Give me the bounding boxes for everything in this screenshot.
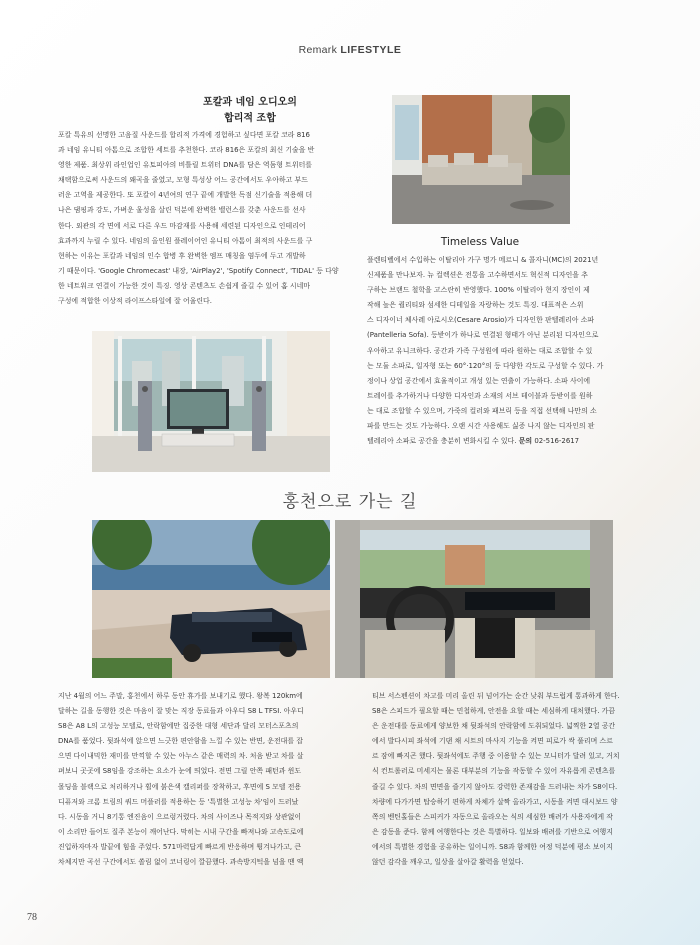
car-exterior-photo [92, 520, 330, 678]
body-line [58, 795, 348, 810]
body-line-text: 에서 발다시피 좌석에 기댄 채 시트의 마사지 기능을 켜면 피로가 싹 풀리며 스르 [372, 737, 613, 746]
body-line-text: 지난 4월의 어느 주말, 홍천에서 하루 동안 휴가를 보내기로 했다. 왕복 120km에 [58, 692, 303, 700]
sofa-interior-photo [392, 95, 570, 224]
body-line-text: 텔레리아 소파로 공간을 충분히 변화시킬 수 있다. [367, 437, 517, 446]
body-line [58, 689, 348, 704]
body-line-text: 포칼 특유의 선명한 고음질 사운드를 합리적 가격에 경험하고 싶다면 포칼 코라 816 [58, 131, 310, 139]
body-line [58, 825, 348, 840]
body-line [58, 719, 348, 734]
body-line [372, 749, 644, 764]
body-line [367, 374, 642, 389]
body-line [372, 795, 644, 810]
body-line [58, 749, 348, 764]
article3-title: 홍천으로 가는 길 [282, 492, 418, 512]
body-line-text: 식 컨트롤러로 미세지는 물론 대부분의 기능을 작동할 수 있어 자유롭게 콘텐츠를 [372, 767, 616, 776]
body-line-text: S8은 A8 L의 고성능 모델로, 안락함에만 집중한 대형 세단과 달리 모터스포츠의 [58, 722, 299, 731]
body-line-text: 작해 높은 퀄리티와 섬세한 디테일을 자랑하는 것도 특징. 대표적은 스위 [367, 301, 584, 310]
body-line [372, 764, 644, 779]
body-line [367, 268, 642, 283]
body-line-text: 않던 감각을 깨우고, 일상을 살아갈 활력을 얻었다. [372, 858, 524, 867]
article1-title [140, 95, 360, 127]
body-line [58, 158, 348, 173]
body-line [58, 704, 348, 719]
body-line [372, 825, 644, 840]
body-line [58, 810, 348, 825]
body-line-text: 으면 다이내믹한 재미를 만끽할 수 있는 아누스 같은 매력의 차. 처음 받고 차를 살 [58, 752, 304, 761]
body-line-text: 즐길 수 있다. 차의 면면을 즐기지 않아도 강력한 존재감을 드러내는 차가 S8이다. [372, 782, 618, 791]
body-line [367, 298, 642, 313]
body-line-text: 는 모듈 소파로, 일자형 또는 60°·120°의 등 다양한 각도로 구성할 수 있다. 가 [367, 361, 604, 370]
body-line-text: 펴보니 곳곳에 S8임을 강조하는 요소가 눈에 띄었다. 전면 그릴 안쪽 패턴과 윈도 [58, 767, 302, 776]
body-line [372, 840, 644, 855]
body-line [367, 359, 642, 374]
body-line-text: 쪽의 벤틴홀들은 스피커가 자동으로 올라오는 식의 세심한 배려가 사용자에게 작 [372, 812, 614, 821]
article3-body-right [372, 689, 644, 870]
body-line-text: 이 소리만 들어도 질주 본능이 깨어난다. 막히는 시내 구간을 빠져나와 고속도로에 [58, 827, 304, 836]
body-line-text: 채택함으로써 사운드의 왜곡을 줄였고, 모형 특성상 어느 공간에서도 우아하고 부드 [58, 176, 308, 185]
body-line-text: 티브 서스펜션이 차고를 미리 올린 뒤 넘어가는 순간 낮춰 부드럽게 통과하게 한다. [372, 692, 620, 700]
contact-number: 02-516-2617 [534, 437, 580, 446]
body-line [372, 734, 644, 749]
body-line [372, 704, 644, 719]
body-line-text: 트레이를 추가하거나 다양한 디자인과 소재의 서브 테이블과 등받이를 원하 [367, 391, 593, 400]
body-line-text: 한다. 외관의 각 면에 서로 다른 우드 마감재를 사용해 세련된 디자인으로 인테리어 [58, 221, 306, 230]
body-line-text: 디퓨저와 크롬 트림의 쿼드 머플러를 적용하는 등 '특별한 고성능 차'임이 드러났 [58, 797, 299, 806]
body-line [372, 689, 644, 704]
body-line [58, 188, 348, 203]
body-line [367, 344, 642, 359]
body-line-text: 차량에 다가가면 탑승하기 편하게 차체가 살짝 올라가고, 시동을 켜면 대시보드 양 [372, 797, 618, 806]
body-line [367, 389, 642, 404]
body-line [367, 419, 642, 434]
body-line-text: 차체지만 곡선 구간에서도 쏠림 없이 코너링이 깔끔했다. 과속방지턱을 넘을 땐 액 [58, 858, 304, 867]
body-line-text: 은 운전대를 동료에게 양보한 채 뒷좌석의 안락함에 도취되었다. 넓찍한 2열 공간 [372, 722, 616, 731]
body-line-text: 나은 댐핑과 강도, 가벼운 울성을 살린 덕분에 완벽한 밸런스를 갖춘 사운드를 선사 [58, 206, 306, 215]
contact-label: 문의 [518, 437, 533, 446]
body-line [372, 810, 644, 825]
body-line [58, 279, 348, 294]
article1-title-line2: 합리적 조합 [224, 113, 276, 124]
body-line [58, 249, 348, 264]
body-line-text: 몰딩을 블랙으로 처리하거나 휠에 붉은색 캘리퍼를 장착하고, 후면에 S 모델 전용 [58, 782, 302, 791]
body-line [58, 203, 348, 218]
body-line [58, 294, 348, 309]
body-line-text: (Pantelleria Sofa). 등받이가 하나로 연결된 형태가 아닌 분리된 디자인으로 [367, 331, 599, 340]
body-line-text: 파를 만드는 것도 가능하다. 오랜 시간 사용해도 싫증 나지 않는 디자인의 판 [367, 422, 595, 431]
body-line-text: 달하는 길을 동행한 것은 마음이 잘 맞는 직장 동료들과 아우디 S8 L TFSI. 아우디 [58, 707, 304, 716]
body-line-text: 스 디자이너 체사레 아로시오(Cesare Arosio)가 디자인한 판텔레리아 소파 [367, 316, 595, 325]
article2-title: Timeless Value [440, 236, 520, 248]
page-number: 78 [27, 912, 37, 923]
article3-body-left [58, 689, 348, 870]
body-line-text: 구하는 브랜드 철학을 고스란히 반영했다. 100% 이탈리아 현지 장인이 제 [367, 286, 590, 295]
body-line [58, 840, 348, 855]
body-line-text: 은 감동을 준다. 함께 여행한다는 것은 특별하다. 일보와 배려를 기반으로 여행지 [372, 827, 613, 836]
body-line-text: 는 대로 조합할 수 있으며, 가죽의 컬러와 패브릭 등을 직접 선택해 나만의 소 [367, 406, 597, 415]
body-line [58, 264, 348, 279]
body-line [58, 234, 348, 249]
car-interior-photo [335, 520, 613, 678]
body-line-text: 영한 제품. 최상위 라인업인 유토피아의 비틀릴 트위터 DNA를 담은 역돔형 트위터를 [58, 161, 312, 170]
body-line [367, 404, 642, 419]
body-line-text: 구성에 적합한 이상적 라이프스타일에 잘 어울린다. [58, 297, 212, 306]
body-line-text: 플렌티벨에서 수입하는 이탈리아 가구 명가 메르니 & 콜자니(MC)의 2021년 [367, 256, 599, 264]
body-line [372, 719, 644, 734]
body-line [367, 313, 642, 328]
body-line [58, 143, 348, 158]
header-section: LIFESTYLE [340, 44, 402, 56]
section-header [0, 44, 700, 56]
body-line [58, 734, 348, 749]
body-line [58, 173, 348, 188]
body-line [58, 764, 348, 779]
body-line-text: 르 잠에 빠지곤 했다. 뒷좌석에도 주행 중 이용할 수 있는 모니터가 달려 있고, 거치 [372, 752, 620, 761]
body-line-text: 진입하자마자 발끝에 힘을 주었다. 571마력답게 빠르게 반응하며 튕겨나가고, 큰 [58, 842, 302, 851]
body-line-text: 현하는 이유는 포칼과 네임의 인수 합병 후 완벽한 엠프 매칭을 염두에 두고 개발하 [58, 251, 306, 260]
body-line-text: 한 네트워크 연결이 가능한 것이 특징. 영상 콘텐츠도 손쉽게 즐길 수 있어 홈 시네마 [58, 281, 311, 290]
article1-body [58, 128, 348, 309]
body-line [367, 253, 642, 268]
speaker-living-room-photo [92, 331, 330, 472]
body-line [367, 328, 642, 343]
header-brand: Remark [298, 44, 338, 56]
body-line-text: 효과까지 누릴 수 있다. 네임의 올인원 플레이어인 유니티 아톰이 최적의 사운드를 구 [58, 236, 313, 245]
article1-title-line1: 포칼과 네임 오디오의 [203, 97, 297, 108]
body-line-text: 과 네임 유니티 아톰으로 조합한 세트를 추천한다. 코라 816은 포칼의 최신 기술을 반 [58, 146, 315, 155]
body-line [58, 219, 348, 234]
body-line [372, 780, 644, 795]
body-line-text: 신제품을 만나보자. 뉴 컬렉션은 전통을 고수하면서도 혁신적 디자인을 추 [367, 271, 588, 280]
body-line-text: 정이나 상업 공간에서 효율적이고 개성 있는 연출이 가능하다. 소파 사이에 [367, 376, 591, 385]
body-line-text: 우아하고 유니크하다. 공간과 가족 구성원에 따라 원하는 대로 조합할 수 있 [367, 346, 593, 355]
body-line-text: S8은 스피드가 필요할 때는 민첩하게, 안전을 요할 때는 세심하게 대처했다. 가끔 [372, 707, 616, 716]
body-line-text: DNA를 품었다. 뒷좌석에 앉으면 느긋한 편안함을 느낄 수 있는 반면, 운전대를 잡 [58, 737, 303, 746]
article2-body [367, 253, 642, 449]
body-line-text: 에서의 특별한 경험을 공유하는 일이니까. S8과 함께한 여정 덕분에 평소 보이지 [372, 842, 613, 851]
body-line-text: 다. 시동을 거니 8기통 엔진음이 으르렁거렸다. 차의 사이즈나 목적지와 상관없이 [58, 812, 302, 821]
body-line [58, 128, 348, 143]
body-line [58, 855, 348, 870]
body-line-text: 기 때문이다. 'Google Chromecast' 내장, 'AirPlay2', 'Spotify Connect', 'TIDAL' 등 다양 [58, 266, 339, 275]
body-line [58, 780, 348, 795]
body-line-text: 러운 고역을 제공한다. 또 포칼이 4년여의 연구 끝에 개발한 독점 신기술을 적용해 더 [58, 191, 313, 200]
body-line [372, 855, 644, 870]
body-line [367, 283, 642, 298]
body-line [367, 434, 642, 449]
